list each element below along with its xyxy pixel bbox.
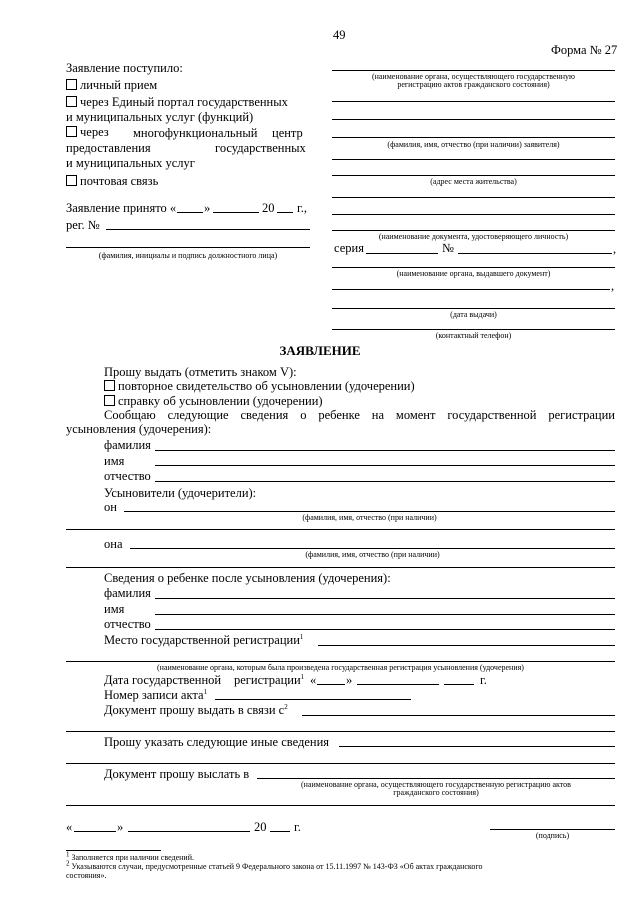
send-caption-2: гражданского состояния) bbox=[393, 788, 479, 797]
reason-label: Документ прошу выдать в связи $с^2$ bbox=[104, 702, 288, 717]
number-field[interactable] bbox=[458, 253, 612, 254]
footnote-separator bbox=[66, 850, 161, 851]
official-field[interactable] bbox=[66, 247, 310, 248]
option-reference[interactable]: справку об усыновлении (удочерении) bbox=[104, 394, 323, 408]
address-caption: (адрес места жительства) bbox=[430, 177, 517, 186]
checkbox[interactable] bbox=[66, 79, 77, 90]
received-label: Заявление поступило: bbox=[66, 61, 183, 75]
phone-caption: (контактный телефон) bbox=[435, 331, 512, 340]
issuer-field-2[interactable] bbox=[332, 289, 610, 290]
sign-date-quote-close: » bbox=[117, 820, 124, 834]
place-of-reg-field[interactable] bbox=[318, 645, 615, 646]
official-caption: (фамилия, инициалы и подпись должностного лица) bbox=[98, 251, 278, 260]
send-to-field-2[interactable] bbox=[66, 805, 615, 806]
form-number: Форма № 27 bbox=[551, 43, 618, 57]
reg-no-label: рег. № bbox=[66, 218, 100, 232]
comma: , bbox=[611, 279, 615, 293]
option-personal[interactable]: личный прием bbox=[66, 78, 157, 92]
footnote-1: $^1$ Заполняется при наличии сведений. bbox=[66, 850, 194, 862]
new-patronymic-field[interactable] bbox=[155, 629, 615, 630]
child-surname-label: фамилия bbox=[104, 438, 151, 452]
checkbox[interactable] bbox=[66, 175, 77, 186]
organ-caption: (наименование органа, осуществляющего государственную bbox=[371, 72, 576, 81]
sign-year-field[interactable] bbox=[270, 831, 290, 832]
record-no-field[interactable] bbox=[215, 699, 411, 700]
other-info-label: Прошу указать следующие иные сведения bbox=[104, 735, 330, 749]
option-mfc-word: многофункциональный bbox=[133, 126, 258, 140]
sign-day-field[interactable] bbox=[74, 831, 116, 832]
send-to-label: Документ прошу выслать в bbox=[104, 767, 250, 781]
number-label: № bbox=[442, 241, 454, 255]
applicant-field[interactable] bbox=[332, 119, 615, 120]
accepted-month-field[interactable] bbox=[213, 212, 259, 213]
option-mfc-line-3: и муниципальных услуг bbox=[66, 156, 195, 170]
child-patronymic-label: отчество bbox=[104, 469, 151, 483]
option-mfc[interactable]: через bbox=[66, 125, 109, 139]
document-title: ЗАЯВЛЕНИЕ bbox=[279, 343, 361, 358]
option-mfc-line-2b: государственных bbox=[215, 141, 306, 155]
inform-line-2: усыновления (удочерения): bbox=[66, 422, 212, 436]
child-name-label: имя bbox=[104, 454, 125, 468]
date-of-reg-year-field[interactable] bbox=[444, 684, 474, 685]
new-patronymic-label: отчество bbox=[104, 617, 151, 631]
adopter-he-field[interactable] bbox=[124, 511, 615, 512]
accepted-century: 20 bbox=[262, 201, 275, 215]
doc-field[interactable] bbox=[332, 230, 615, 231]
place-caption: (наименование органа, которым была произведена государственная регистрация усыновления (удочерения) bbox=[157, 663, 524, 672]
date-of-reg-month-field[interactable] bbox=[357, 684, 439, 685]
new-name-label: имя bbox=[104, 602, 125, 616]
other-info-field[interactable] bbox=[339, 746, 615, 747]
issue-date-field[interactable] bbox=[332, 308, 615, 309]
reason-field-2[interactable] bbox=[66, 731, 615, 732]
comma: , bbox=[613, 242, 617, 256]
adopter-she-label: она bbox=[104, 537, 123, 551]
issuer-field[interactable] bbox=[332, 267, 615, 268]
page-number: 49 bbox=[333, 28, 346, 42]
place-of-reg-field-2[interactable] bbox=[66, 661, 615, 662]
date-of-reg-quote-close: » bbox=[346, 673, 353, 687]
issue-date-caption: (дата выдачи) bbox=[450, 310, 497, 319]
series-field[interactable] bbox=[366, 253, 438, 254]
child-name-field[interactable] bbox=[155, 465, 615, 466]
adopters-label: Усыновители (удочерители): bbox=[104, 486, 257, 500]
footnote-2: $^2$ Указываются случаи, предусмотренные статьей 9 Федерального закона от 15.11.1997 № 143-ФЗ «Об актах гражданского bbox=[66, 859, 483, 871]
checkbox[interactable] bbox=[66, 96, 77, 107]
date-of-reg-label: Дата государственной bbox=[104, 673, 222, 687]
address-field[interactable] bbox=[332, 159, 615, 160]
date-of-reg-suffix: г. bbox=[480, 673, 487, 687]
child-patronymic-field[interactable] bbox=[155, 481, 615, 482]
applicant-caption: (фамилия, имя, отчество (при наличии) заявителя) bbox=[387, 140, 560, 149]
other-info-field-2[interactable] bbox=[66, 763, 615, 764]
checkbox[interactable] bbox=[66, 126, 77, 137]
accepted-quote: » bbox=[204, 201, 211, 215]
doc-caption: (наименование документа, удостоверяющего личность) bbox=[378, 232, 569, 241]
fio-caption: (фамилия, имя, отчество (при наличии) bbox=[302, 513, 437, 522]
reason-field[interactable] bbox=[302, 715, 615, 716]
footnote-2-line-2: состояния». bbox=[66, 871, 107, 880]
signature-caption: (подпись) bbox=[535, 831, 570, 840]
option-repeat-cert[interactable]: повторное свидетельство об усыновлении (удочерении) bbox=[104, 379, 415, 393]
adopter-she-field[interactable] bbox=[130, 548, 615, 549]
adopter-she-field-2[interactable] bbox=[66, 567, 615, 568]
request-line: Прошу выдать (отметить знаком V): bbox=[104, 365, 297, 379]
sign-date-quote-open: « bbox=[66, 820, 73, 834]
new-surname-field[interactable] bbox=[155, 598, 615, 599]
applicant-field[interactable] bbox=[332, 137, 615, 138]
option-mfc-line-2: предоставления bbox=[66, 141, 151, 155]
series-label: серия bbox=[334, 241, 364, 255]
option-mfc-word: центр bbox=[272, 126, 303, 140]
adopter-he-label: он bbox=[104, 500, 117, 514]
record-no-label: Номер записи акта$^1$ bbox=[104, 687, 208, 702]
sign-year-suffix: г. bbox=[294, 820, 301, 834]
issuer-caption: (наименование органа, выдавшего документ) bbox=[396, 269, 551, 278]
send-to-field[interactable] bbox=[257, 778, 615, 779]
accepted-label: Заявление принято « bbox=[66, 201, 177, 215]
option-portal[interactable]: через Единый портал государственных bbox=[66, 95, 288, 109]
child-surname-field[interactable] bbox=[155, 450, 615, 451]
applicant-field[interactable] bbox=[332, 101, 615, 102]
checkbox[interactable] bbox=[104, 380, 115, 391]
phone-field[interactable] bbox=[332, 329, 615, 330]
fio-caption: (фамилия, имя, отчество (при наличии) bbox=[305, 550, 440, 559]
date-of-reg-label-b: регистрации$^1$ bbox=[234, 672, 305, 687]
option-portal-line-2: и муниципальных услуг (функций) bbox=[66, 110, 254, 124]
send-caption: (наименование органа, осуществляющего государственную регистрацию актов bbox=[301, 780, 571, 789]
signature-field[interactable] bbox=[490, 829, 615, 830]
new-surname-label: фамилия bbox=[104, 586, 151, 600]
option-post[interactable]: почтовая связь bbox=[66, 174, 158, 188]
date-of-reg-day-field[interactable] bbox=[317, 684, 345, 685]
adopter-he-field-2[interactable] bbox=[66, 529, 615, 530]
date-of-reg-quote-open: « bbox=[310, 673, 317, 687]
accepted-year-suffix: г., bbox=[297, 201, 307, 215]
sign-month-field[interactable] bbox=[128, 831, 250, 832]
organ-field[interactable] bbox=[332, 70, 615, 71]
sign-century: 20 bbox=[254, 820, 267, 834]
after-adoption-label: Сведения о ребенке после усыновления (удочерения): bbox=[104, 571, 391, 585]
place-of-reg-label: Место государственной регистрации$^1$ bbox=[104, 632, 304, 647]
inform-line-1: Сообщаю следующие сведения о ребенке на момент государственной регистрации bbox=[104, 408, 615, 422]
accepted-day-field[interactable] bbox=[177, 212, 203, 213]
address-field[interactable] bbox=[332, 175, 615, 176]
accepted-year-field[interactable] bbox=[277, 212, 293, 213]
organ-caption-2: регистрацию актов гражданского состояния) bbox=[397, 80, 550, 89]
new-name-field[interactable] bbox=[155, 614, 615, 615]
reg-no-field[interactable] bbox=[106, 229, 310, 230]
doc-field[interactable] bbox=[332, 214, 615, 215]
checkbox[interactable] bbox=[104, 395, 115, 406]
doc-field[interactable] bbox=[332, 197, 615, 198]
